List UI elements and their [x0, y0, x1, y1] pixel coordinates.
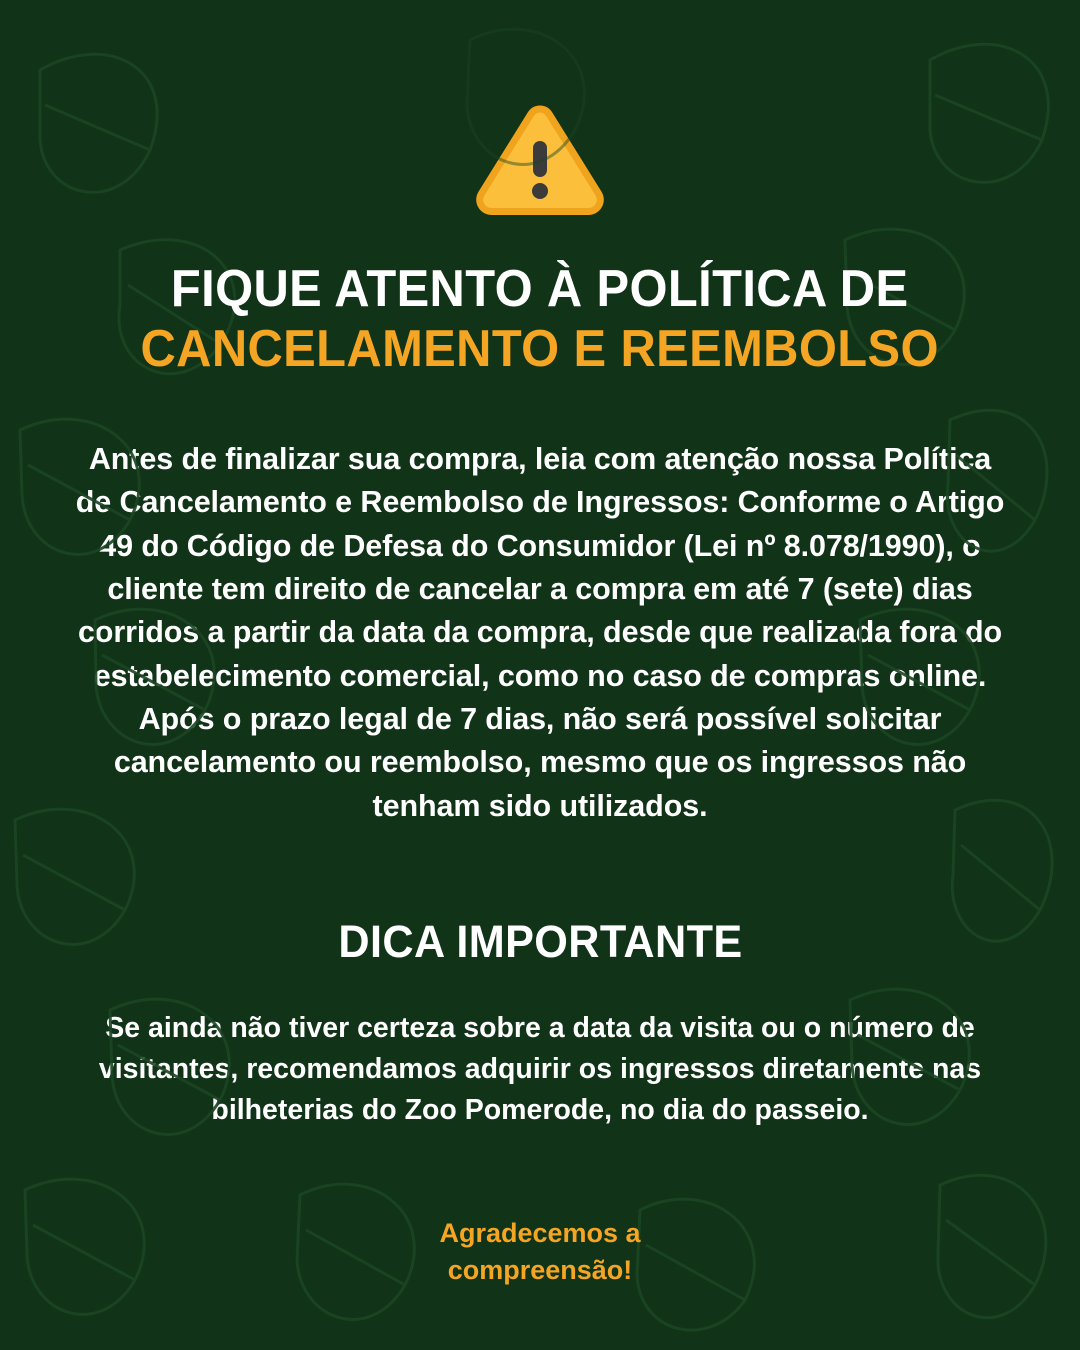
page-title: [115, 260, 964, 379]
warning-triangle-icon: [475, 105, 605, 217]
page-title-line-1: FIQUE ATENTO À POLÍTICA DE: [171, 260, 909, 318]
footer-line-2: compreensão!: [447, 1254, 633, 1285]
tip-heading: DICA IMPORTANTE: [337, 916, 743, 968]
tip-paragraph: Se ainda não tiver certeza sobre a data da visita ou o número de visitantes, recomendamos adquirir os ingressos diretamente nas bilheterias do Zoo Pomerode, no dia do passeio.: [98, 1012, 982, 1127]
page-title-line-2: CANCELAMENTO E REEMBOLSO: [140, 320, 940, 379]
footer-line-1: Agradecemos a: [439, 1218, 641, 1249]
policy-paragraph: Antes de finalizar sua compra, leia com atenção nossa Política de Cancelamento e Reembolso de Ingressos: Conforme o Artigo 49 do Código de Defesa do Consumidor (Lei nº 8.078/1990), o cliente tem direito de cancelar a compra em até 7 (sete) dias corridos a partir da data da compra, desde que realizada fora do estabelecimento comercial, como no caso de compras online. Após o prazo legal de 7 dias, não será possível solicitar cancelamento ou reembolso, mesmo que os ingressos não tenham sido utilizados.: [75, 442, 1005, 823]
warning-icon-container: [475, 105, 605, 217]
footer-message: [0, 1215, 1080, 1288]
